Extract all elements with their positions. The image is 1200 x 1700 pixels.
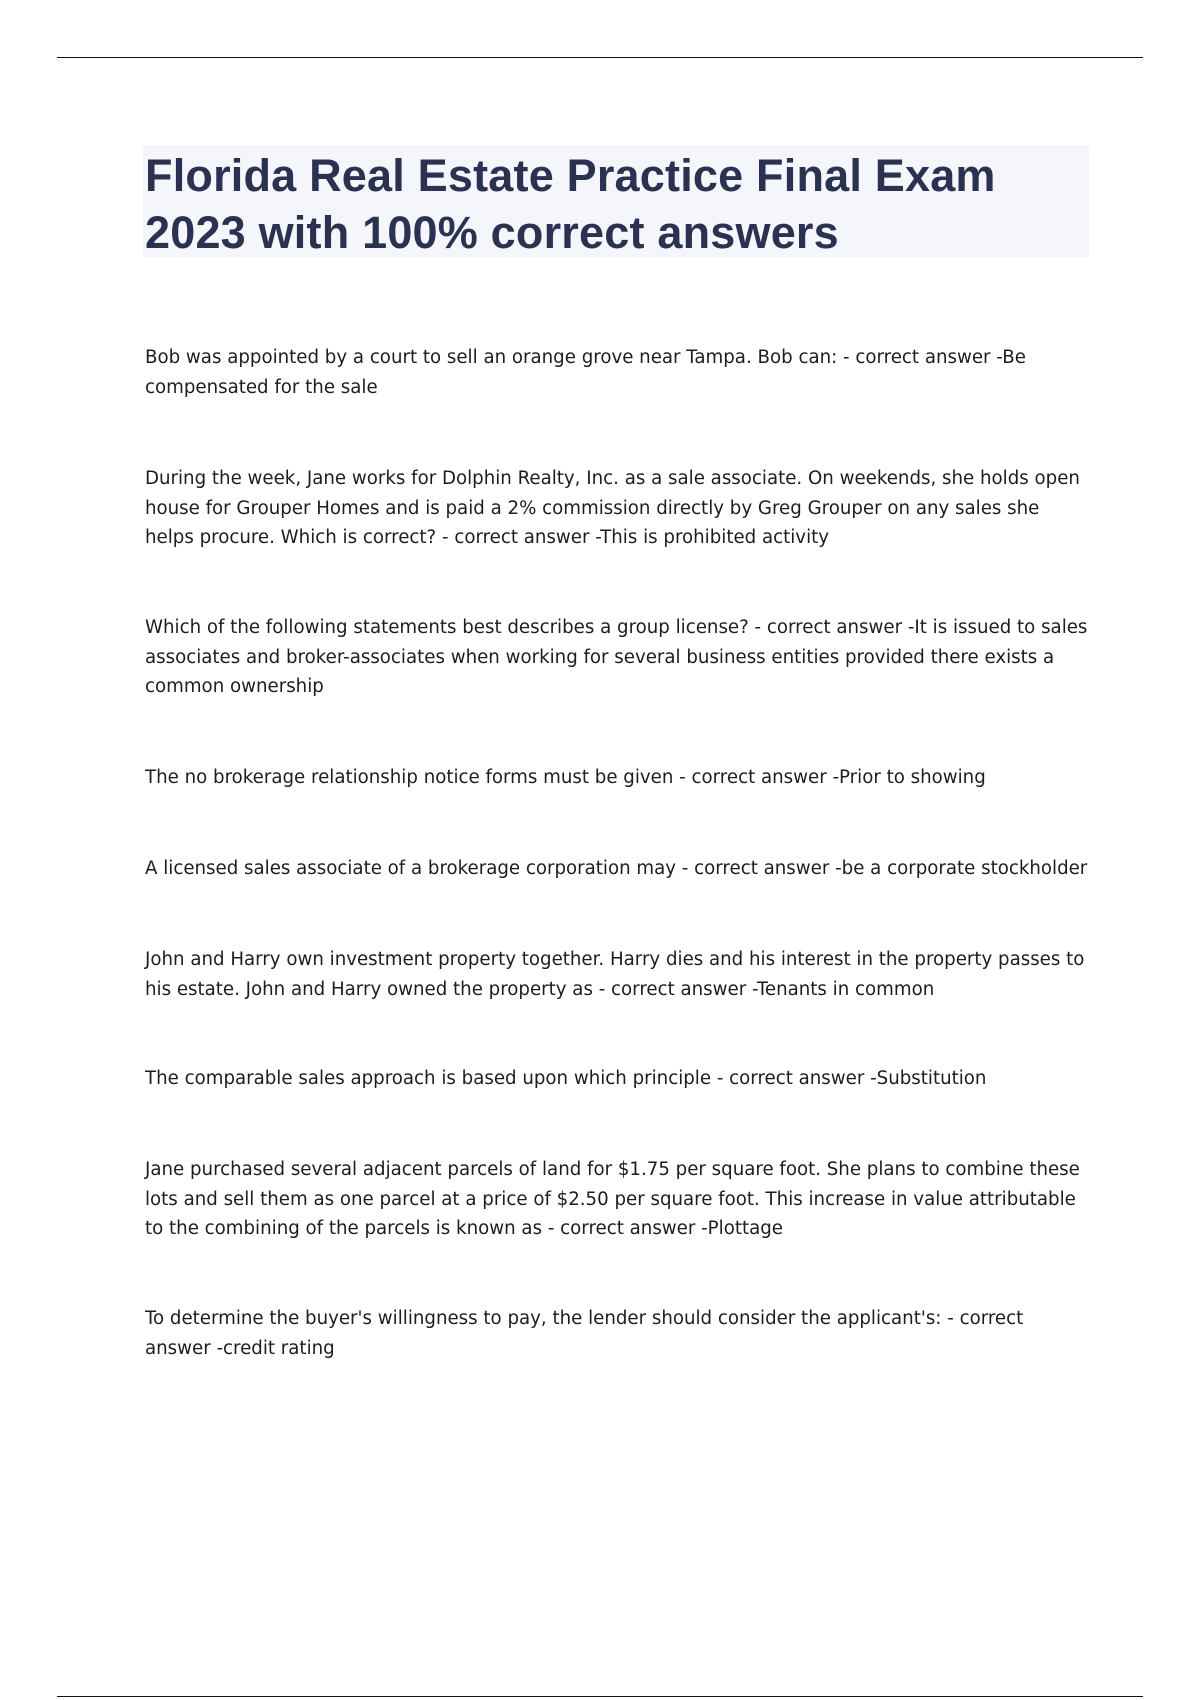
qa-item-4: The no brokerage relationship notice forms must be given - correct answer -Prior to showing bbox=[145, 767, 986, 788]
footer-rule bbox=[57, 1696, 1143, 1697]
document-title: Florida Real Estate Practice Final Exam 2023 with 100% correct answers bbox=[145, 150, 996, 258]
qa-item-2: During the week, Jane works for Dolphin Realty, Inc. as a sale associate. On weekends, she holds open house for Grouper Homes and is paid a 2% commission directly by Greg Grouper on any sales she helps procure. Which is correct? - correct answer -This is prohibited activity bbox=[145, 468, 1080, 548]
qa-item-9: To determine the buyer's willingness to pay, the lender should consider the applicant's: - correct answer -credit rating bbox=[145, 1308, 1024, 1359]
qa-item-5: A licensed sales associate of a brokerage corporation may - correct answer -be a corporate stockholder bbox=[145, 858, 1088, 879]
qa-item-3: Which of the following statements best describes a group license? - correct answer -It is issued to sales associates and broker-associates when working for several business entities provided there exists a common ownership bbox=[145, 617, 1088, 697]
header-rule bbox=[57, 57, 1143, 58]
qa-item-7: The comparable sales approach is based upon which principle - correct answer -Substitution bbox=[145, 1068, 987, 1089]
qa-item-8: Jane purchased several adjacent parcels of land for $1.75 per square foot. She plans to combine these lots and sell them as one parcel at a price of $2.50 per square foot. This increase in value attributable to the combining of the parcels is known as - correct answer -Plottage bbox=[145, 1159, 1080, 1239]
title-banner bbox=[143, 145, 1089, 257]
qa-item-1: Bob was appointed by a court to sell an orange grove near Tampa. Bob can: - correct answer -Be compensated for the sale bbox=[145, 347, 1026, 398]
qa-item-6: John and Harry own investment property together. Harry dies and his interest in the property passes to his estate. John and Harry owned the property as - correct answer -Tenants in common bbox=[145, 949, 1085, 1000]
